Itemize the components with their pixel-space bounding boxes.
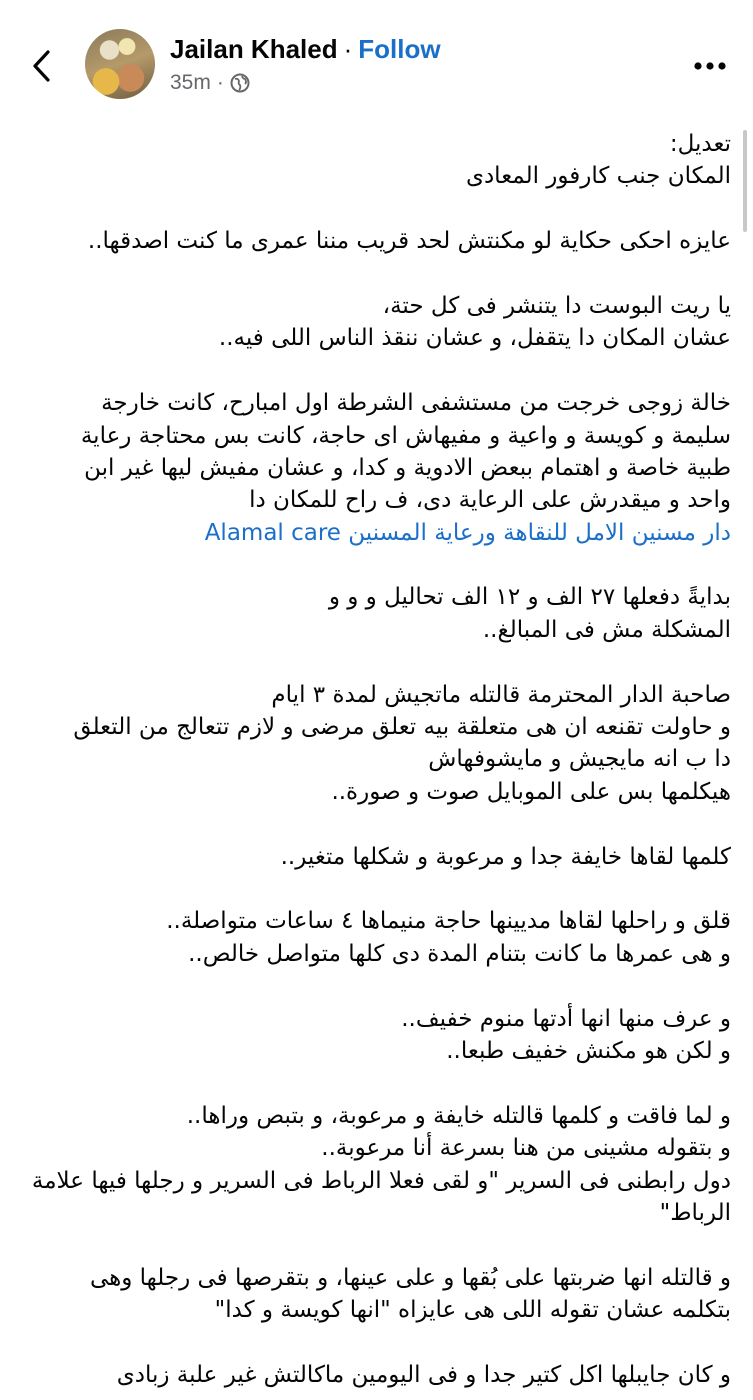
post-text-line: المكان جنب كارفور المعادى <box>465 163 731 190</box>
post-text-line: و حاولت تقنعه ان هى متعلقة بيه تعلق مرضى و لازم تتعالج من التعلق <box>73 714 731 741</box>
paragraph-gap <box>31 549 731 581</box>
paragraph-gap <box>31 355 731 387</box>
post-text-line: و كان جايبلها اكل كتير جدا و فى اليومين ماكالتش غير علبة زبادى <box>116 1361 731 1388</box>
paragraph-gap <box>31 970 731 1002</box>
post-text-line: بدايةً دفعلها ٢٧ الف و ١٢ الف تحاليل و و و <box>328 584 731 611</box>
post-text-line: تعديل: <box>669 131 731 157</box>
post-time[interactable]: 35m <box>170 71 211 94</box>
post-text-line: الرباط" <box>659 1199 731 1226</box>
place-link[interactable]: دار مسنين الامل للنقاهة ورعاية المسنين Alamal care <box>204 519 731 546</box>
post-text-line: و قالتله انها ضربتها على بُقها و على عينها، و بتقرصها فى رجلها وهى <box>89 1264 731 1291</box>
paragraph-gap <box>31 1326 731 1358</box>
back-button[interactable] <box>28 46 56 86</box>
post-text-line: واحد و ميقدرش على الرعاية دى، ف راح للمكان دا <box>249 487 731 514</box>
post-text-line: خالة زوجى خرجت من مستشفى الشرطة اول امبارح، كانت خارجة <box>101 390 731 417</box>
post-text-line: و بتقوله مشينى من هنا بسرعة أنا مرعوبة.. <box>321 1135 731 1162</box>
post-text-line: طبية خاصة و اهتمام ببعض الادوية و كدا، و عشان مفيش ليها غير ابن <box>84 454 731 481</box>
post-meta <box>170 71 250 95</box>
paragraph-gap <box>31 258 731 290</box>
follow-button[interactable]: Follow <box>358 34 441 64</box>
post-text-line: سليمة و كويسة و واعية و مفيهاش اى حاجة، كانت بس محتاجة رعاية <box>80 422 731 449</box>
paragraph-gap <box>31 193 731 225</box>
post-text-line: عشان المكان دا يتقفل، و عشان ننقذ الناس اللى فيه.. <box>218 325 731 352</box>
more-options-button[interactable] <box>693 52 727 72</box>
author-line <box>170 34 441 65</box>
post-text-line: دا ب انه مايجيش و مايشوفهاش <box>428 746 731 773</box>
post-text-line: و عرف منها انها أدتها منوم خفيف.. <box>401 1005 731 1032</box>
author-avatar[interactable] <box>85 29 155 99</box>
author-name[interactable]: Jailan Khaled <box>170 34 338 64</box>
scrollbar[interactable] <box>743 130 747 232</box>
more-horizontal-icon <box>693 61 727 71</box>
post-text-line: يا ريت البوست دا يتنشر فى كل حتة، <box>382 292 731 319</box>
post-text-line: صاحبة الدار المحترمة قالتله ماتجيش لمدة ٣ ايام <box>271 681 731 708</box>
paragraph-gap <box>31 1229 731 1261</box>
paragraph-gap <box>31 808 731 840</box>
separator: · <box>343 34 353 64</box>
paragraph-gap <box>31 1067 731 1099</box>
chevron-left-icon <box>28 46 56 86</box>
post-text-line: كلمها لقاها خايفة جدا و مرعوبة و شكلها متغير.. <box>280 843 731 870</box>
paragraph-gap <box>31 646 731 678</box>
post-text-line: و هى عمرها ما كانت بتنام المدة دى كلها متواصل خالص.. <box>188 940 731 967</box>
post-text-line: و لكن هو مكنش خفيف طبعا.. <box>446 1037 731 1064</box>
paragraph-gap <box>31 873 731 905</box>
post-text-line: هيكلمها بس على الموبايل صوت و صورة.. <box>331 778 731 805</box>
post-text-line: عايزه احكى حكاية لو مكنتش لحد قريب مننا عمرى ما كنت اصدقها.. <box>87 228 731 255</box>
post-body <box>31 128 731 1391</box>
post-text-line: دول رابطنى فى السرير "و لقى فعلا الرباط فى السرير و رجلها فيها علامة <box>31 1167 731 1194</box>
post-text-line: المشكلة مش فى المبالغ.. <box>482 616 731 643</box>
globe-icon <box>230 73 250 93</box>
meta-separator: · <box>216 71 224 94</box>
post-text-line: قلق و راحلها لقاها مديينها حاجة منيماها ٤ ساعات متواصلة.. <box>166 908 731 935</box>
post-text-line: و لما فاقت و كلمها قالتله خايفة و مرعوبة، و بتبص وراها.. <box>186 1102 731 1129</box>
post-text-line: بتكلمه عشان تقوله اللى هى عايزاه "انها كويسة و كدا" <box>214 1297 731 1324</box>
